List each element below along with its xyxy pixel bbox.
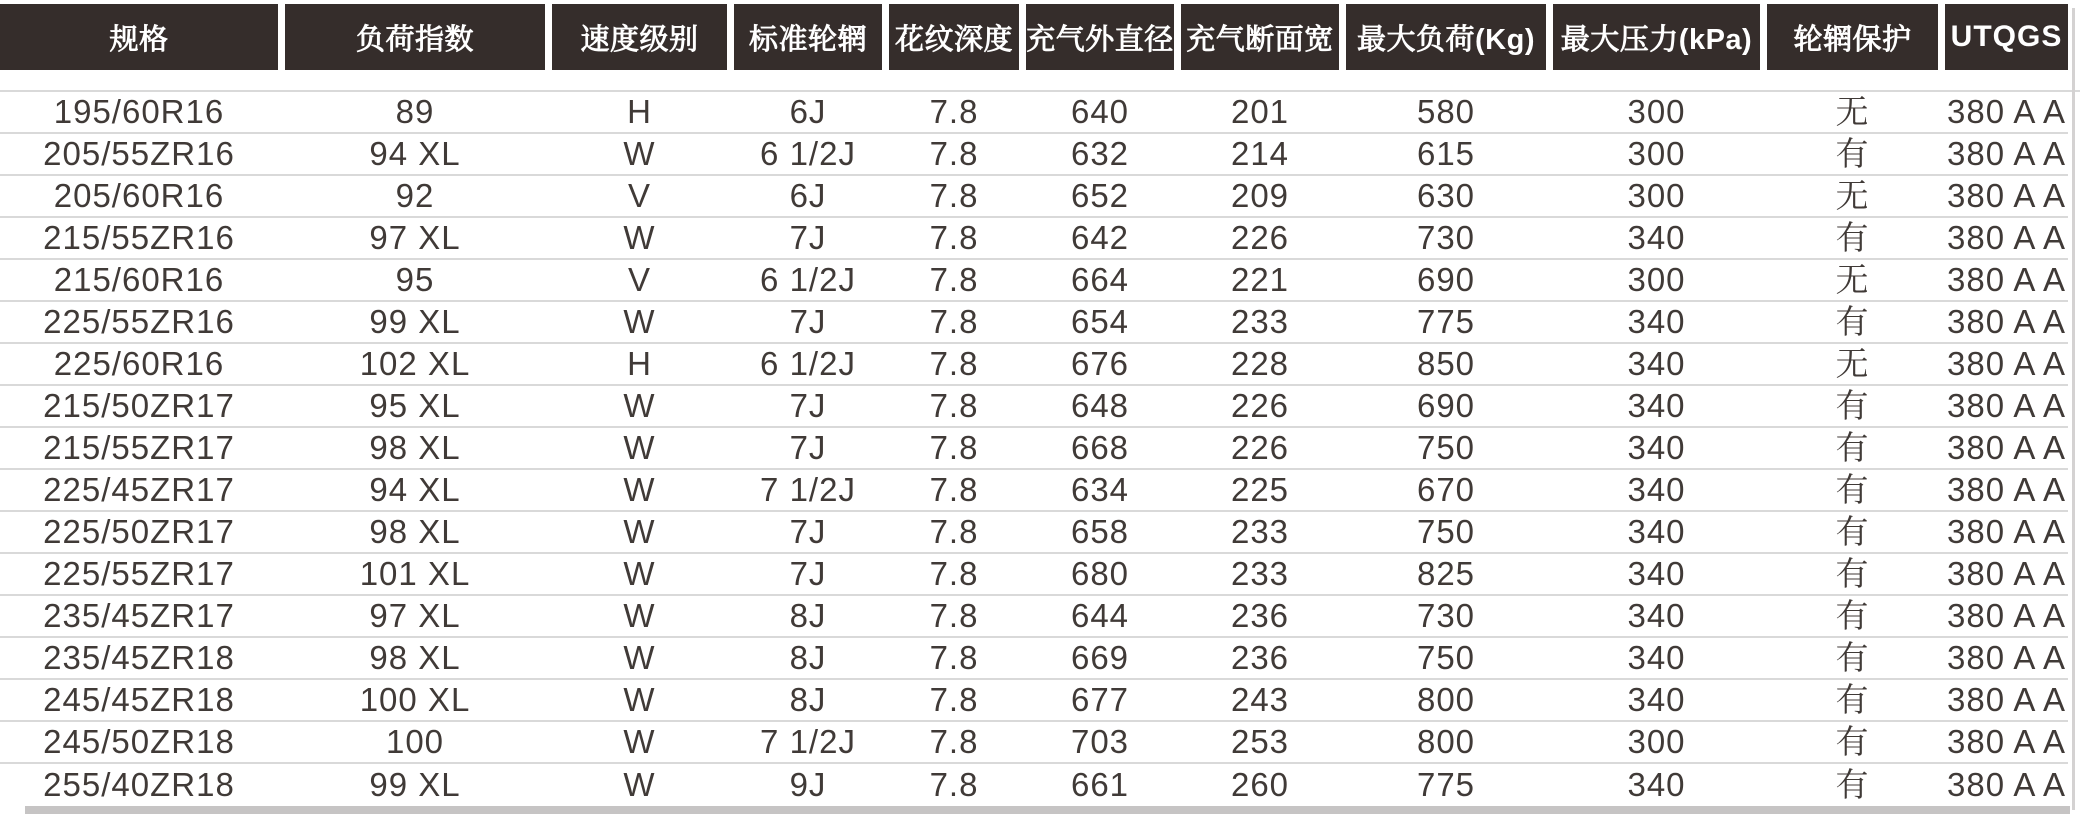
table-row xyxy=(0,680,2068,722)
table-cell-max-pressure: 340 xyxy=(1627,766,1686,803)
table-cell-standard-rim: 7J xyxy=(789,303,827,340)
table-cell-inflated-outer-diameter: 669 xyxy=(1070,639,1130,676)
table-cell-standard-rim: 7J xyxy=(789,219,827,256)
table-cell-utqgs: 380 A A xyxy=(1947,135,2066,172)
table-cell-inflated-section-width: 226 xyxy=(1230,429,1290,466)
table-cell-standard-rim: 7 1/2J xyxy=(760,723,856,760)
table-cell-max-load: 800 xyxy=(1416,723,1476,760)
table-cell-max-load: 800 xyxy=(1416,681,1476,718)
table-cell-inflated-outer-diameter: 677 xyxy=(1070,681,1130,718)
table-cell-load-index: 99 XL xyxy=(369,766,461,803)
table-cell-inflated-section-width: 260 xyxy=(1230,766,1290,803)
table-cell-utqgs: 380 A A xyxy=(1947,723,2066,760)
table-cell-rim-protection: 有 xyxy=(1835,135,1870,172)
table-cell-utqgs: 380 A A xyxy=(1947,429,2066,466)
table-cell-max-load: 630 xyxy=(1416,177,1476,214)
table-cell-load-index: 92 xyxy=(395,177,435,214)
table-cell-tread-depth: 7.8 xyxy=(929,639,979,676)
table-cell-spec: 255/40ZR18 xyxy=(43,766,235,803)
table-cell-speed-rating: W xyxy=(623,303,656,340)
table-row xyxy=(0,470,2068,512)
table-row xyxy=(0,554,2068,596)
table-cell-load-index: 89 xyxy=(395,93,435,130)
header-cell-spec: 规格 xyxy=(0,4,278,70)
table-cell-max-load: 825 xyxy=(1416,555,1476,592)
table-cell-speed-rating: V xyxy=(627,261,651,298)
table-bottom-border xyxy=(25,806,2070,814)
table-cell-load-index: 95 XL xyxy=(369,387,461,424)
table-cell-speed-rating: W xyxy=(623,555,656,592)
table-cell-spec: 235/45ZR18 xyxy=(43,639,235,676)
table-cell-spec: 205/60R16 xyxy=(53,177,225,214)
table-cell-standard-rim: 8J xyxy=(789,681,827,718)
table-cell-utqgs: 380 A A xyxy=(1947,471,2066,508)
table-cell-spec: 225/55ZR17 xyxy=(43,555,235,592)
table-cell-max-pressure: 340 xyxy=(1627,681,1686,718)
table-cell-spec: 225/60R16 xyxy=(53,345,225,382)
table-cell-load-index: 100 XL xyxy=(359,681,471,718)
table-cell-standard-rim: 6 1/2J xyxy=(760,345,856,382)
table-row xyxy=(0,302,2068,344)
table-cell-speed-rating: V xyxy=(627,177,651,214)
table-cell-rim-protection: 有 xyxy=(1835,219,1870,256)
table-cell-inflated-section-width: 226 xyxy=(1230,387,1290,424)
table-cell-tread-depth: 7.8 xyxy=(929,303,979,340)
table-cell-max-load: 580 xyxy=(1416,93,1476,130)
table-cell-rim-protection: 无 xyxy=(1835,93,1870,130)
table-cell-speed-rating: W xyxy=(623,219,656,256)
table-cell-inflated-outer-diameter: 652 xyxy=(1070,177,1130,214)
table-cell-tread-depth: 7.8 xyxy=(929,93,979,130)
table-cell-utqgs: 380 A A xyxy=(1947,177,2066,214)
table-cell-max-pressure: 300 xyxy=(1627,723,1686,760)
table-cell-inflated-section-width: 243 xyxy=(1230,681,1290,718)
table-cell-inflated-section-width: 221 xyxy=(1230,261,1290,298)
table-cell-utqgs: 380 A A xyxy=(1947,387,2066,424)
header-cell-inflated-outer-diameter: 充气外直径 xyxy=(1026,4,1174,70)
table-cell-spec: 215/55ZR17 xyxy=(43,429,235,466)
table-cell-max-load: 750 xyxy=(1416,639,1476,676)
table-cell-speed-rating: W xyxy=(623,429,656,466)
table-cell-max-load: 775 xyxy=(1416,766,1476,803)
table-right-border xyxy=(2072,8,2075,810)
table-row xyxy=(0,386,2068,428)
table-cell-rim-protection: 有 xyxy=(1835,513,1870,550)
table-cell-load-index: 94 XL xyxy=(369,135,461,172)
table-cell-inflated-outer-diameter: 644 xyxy=(1070,597,1130,634)
table-cell-max-pressure: 340 xyxy=(1627,303,1686,340)
table-cell-standard-rim: 8J xyxy=(789,597,827,634)
table-cell-max-load: 690 xyxy=(1416,387,1476,424)
table-cell-inflated-outer-diameter: 664 xyxy=(1070,261,1130,298)
table-cell-inflated-section-width: 225 xyxy=(1230,471,1290,508)
table-cell-rim-protection: 无 xyxy=(1835,345,1870,382)
table-cell-max-pressure: 340 xyxy=(1627,513,1686,550)
table-cell-max-pressure: 340 xyxy=(1627,555,1686,592)
table-cell-rim-protection: 有 xyxy=(1835,639,1870,676)
header-cell-max-load: 最大负荷(Kg) xyxy=(1346,4,1546,70)
table-cell-load-index: 98 XL xyxy=(369,513,461,550)
table-cell-tread-depth: 7.8 xyxy=(929,429,979,466)
table-cell-speed-rating: W xyxy=(623,766,656,803)
table-cell-utqgs: 380 A A xyxy=(1947,766,2066,803)
table-cell-speed-rating: W xyxy=(623,387,656,424)
table-cell-max-load: 670 xyxy=(1416,471,1476,508)
table-cell-inflated-section-width: 233 xyxy=(1230,303,1290,340)
table-cell-max-load: 750 xyxy=(1416,513,1476,550)
table-cell-speed-rating: W xyxy=(623,135,656,172)
header-cell-standard-rim: 标准轮辋 xyxy=(734,4,882,70)
tire-spec-page xyxy=(0,4,2080,820)
table-cell-max-pressure: 300 xyxy=(1627,93,1686,130)
table-cell-standard-rim: 6J xyxy=(789,177,827,214)
table-cell-tread-depth: 7.8 xyxy=(929,555,979,592)
table-cell-rim-protection: 有 xyxy=(1835,303,1870,340)
table-cell-tread-depth: 7.8 xyxy=(929,723,979,760)
table-cell-spec: 235/45ZR17 xyxy=(43,597,235,634)
table-row xyxy=(0,722,2068,764)
table-cell-inflated-section-width: 228 xyxy=(1230,345,1290,382)
table-cell-max-load: 750 xyxy=(1416,429,1476,466)
table-cell-max-pressure: 340 xyxy=(1627,429,1686,466)
table-cell-utqgs: 380 A A xyxy=(1947,261,2066,298)
table-cell-tread-depth: 7.8 xyxy=(929,261,979,298)
table-cell-max-load: 775 xyxy=(1416,303,1476,340)
table-cell-spec: 205/55ZR16 xyxy=(43,135,235,172)
table-cell-max-pressure: 340 xyxy=(1627,597,1686,634)
table-cell-tread-depth: 7.8 xyxy=(929,177,979,214)
table-cell-tread-depth: 7.8 xyxy=(929,345,979,382)
table-cell-speed-rating: W xyxy=(623,471,656,508)
table-cell-spec: 245/45ZR18 xyxy=(43,681,235,718)
table-cell-standard-rim: 7J xyxy=(789,429,827,466)
table-cell-standard-rim: 7J xyxy=(789,387,827,424)
table-row xyxy=(0,638,2068,680)
table-cell-rim-protection: 有 xyxy=(1835,681,1870,718)
header-cell-tread-depth: 花纹深度 xyxy=(889,4,1019,70)
table-row xyxy=(0,596,2068,638)
table-cell-inflated-section-width: 253 xyxy=(1230,723,1290,760)
table-cell-tread-depth: 7.8 xyxy=(929,219,979,256)
table-cell-spec: 225/45ZR17 xyxy=(43,471,235,508)
table-cell-rim-protection: 有 xyxy=(1835,766,1870,803)
table-cell-speed-rating: W xyxy=(623,639,656,676)
table-cell-rim-protection: 有 xyxy=(1835,555,1870,592)
table-cell-inflated-outer-diameter: 648 xyxy=(1070,387,1130,424)
table-cell-speed-rating: W xyxy=(623,681,656,718)
table-cell-load-index: 95 xyxy=(395,261,435,298)
table-cell-spec: 195/60R16 xyxy=(53,93,225,130)
table-cell-load-index: 97 XL xyxy=(369,219,461,256)
table-cell-inflated-outer-diameter: 640 xyxy=(1070,93,1130,130)
table-cell-standard-rim: 7J xyxy=(789,555,827,592)
table-cell-max-pressure: 300 xyxy=(1627,135,1686,172)
table-cell-tread-depth: 7.8 xyxy=(929,135,979,172)
table-cell-speed-rating: W xyxy=(623,597,656,634)
table-cell-inflated-section-width: 226 xyxy=(1230,219,1290,256)
table-body xyxy=(0,90,2080,806)
table-cell-max-load: 850 xyxy=(1416,345,1476,382)
header-cell-speed-rating: 速度级别 xyxy=(552,4,727,70)
table-cell-standard-rim: 7 1/2J xyxy=(760,471,856,508)
table-row xyxy=(0,764,2068,806)
table-cell-inflated-section-width: 236 xyxy=(1230,597,1290,634)
table-cell-inflated-outer-diameter: 668 xyxy=(1070,429,1130,466)
table-cell-load-index: 97 XL xyxy=(369,597,461,634)
table-cell-max-pressure: 340 xyxy=(1627,219,1686,256)
table-cell-max-pressure: 340 xyxy=(1627,345,1686,382)
table-cell-max-load: 730 xyxy=(1416,597,1476,634)
table-cell-inflated-section-width: 201 xyxy=(1230,93,1290,130)
table-cell-inflated-outer-diameter: 632 xyxy=(1070,135,1130,172)
table-cell-tread-depth: 7.8 xyxy=(929,471,979,508)
table-row xyxy=(0,512,2068,554)
table-cell-max-pressure: 340 xyxy=(1627,387,1686,424)
header-cell-rim-protection: 轮辋保护 xyxy=(1767,4,1938,70)
table-cell-speed-rating: W xyxy=(623,513,656,550)
table-cell-inflated-outer-diameter: 676 xyxy=(1070,345,1130,382)
table-cell-inflated-section-width: 214 xyxy=(1230,135,1290,172)
table-cell-max-load: 730 xyxy=(1416,219,1476,256)
table-row xyxy=(0,344,2068,386)
table-cell-utqgs: 380 A A xyxy=(1947,303,2066,340)
table-row xyxy=(0,428,2068,470)
table-cell-tread-depth: 7.8 xyxy=(929,766,979,803)
table-cell-standard-rim: 6J xyxy=(789,93,827,130)
table-cell-spec: 215/55ZR16 xyxy=(43,219,235,256)
table-cell-max-load: 690 xyxy=(1416,261,1476,298)
table-cell-tread-depth: 7.8 xyxy=(929,513,979,550)
table-cell-rim-protection: 有 xyxy=(1835,387,1870,424)
table-row xyxy=(0,218,2068,260)
table-cell-load-index: 98 XL xyxy=(369,429,461,466)
table-cell-rim-protection: 有 xyxy=(1835,471,1870,508)
table-cell-inflated-outer-diameter: 703 xyxy=(1070,723,1130,760)
table-cell-spec: 215/60R16 xyxy=(53,261,225,298)
table-cell-tread-depth: 7.8 xyxy=(929,681,979,718)
table-cell-speed-rating: H xyxy=(627,93,652,130)
table-cell-standard-rim: 9J xyxy=(789,766,827,803)
table-cell-rim-protection: 无 xyxy=(1835,177,1870,214)
table-cell-load-index: 94 XL xyxy=(369,471,461,508)
table-cell-rim-protection: 有 xyxy=(1835,429,1870,466)
table-cell-load-index: 101 XL xyxy=(359,555,471,592)
table-cell-utqgs: 380 A A xyxy=(1947,597,2066,634)
header-cell-utqgs: UTQGS xyxy=(1945,4,2068,70)
table-cell-rim-protection: 无 xyxy=(1835,261,1870,298)
table-cell-inflated-outer-diameter: 634 xyxy=(1070,471,1130,508)
table-cell-load-index: 98 XL xyxy=(369,639,461,676)
table-cell-inflated-section-width: 236 xyxy=(1230,639,1290,676)
table-cell-utqgs: 380 A A xyxy=(1947,345,2066,382)
table-cell-speed-rating: H xyxy=(627,345,652,382)
table-cell-utqgs: 380 A A xyxy=(1947,219,2066,256)
table-header-row xyxy=(0,4,2068,70)
table-cell-inflated-section-width: 233 xyxy=(1230,513,1290,550)
table-row xyxy=(0,176,2068,218)
table-row xyxy=(0,260,2068,302)
table-cell-tread-depth: 7.8 xyxy=(929,597,979,634)
table-cell-load-index: 99 XL xyxy=(369,303,461,340)
table-cell-inflated-outer-diameter: 661 xyxy=(1070,766,1130,803)
table-cell-inflated-outer-diameter: 654 xyxy=(1070,303,1130,340)
table-cell-inflated-outer-diameter: 680 xyxy=(1070,555,1130,592)
header-cell-load-index: 负荷指数 xyxy=(285,4,545,70)
table-cell-inflated-section-width: 209 xyxy=(1230,177,1290,214)
table-cell-max-load: 615 xyxy=(1416,135,1476,172)
table-cell-tread-depth: 7.8 xyxy=(929,387,979,424)
table-cell-speed-rating: W xyxy=(623,723,656,760)
table-cell-max-pressure: 300 xyxy=(1627,261,1686,298)
table-row xyxy=(0,92,2068,134)
table-cell-standard-rim: 6 1/2J xyxy=(760,135,856,172)
table-row xyxy=(0,134,2068,176)
table-cell-utqgs: 380 A A xyxy=(1947,93,2066,130)
table-cell-utqgs: 380 A A xyxy=(1947,555,2066,592)
table-cell-inflated-outer-diameter: 642 xyxy=(1070,219,1130,256)
header-cell-inflated-section-width: 充气断面宽 xyxy=(1181,4,1339,70)
table-cell-utqgs: 380 A A xyxy=(1947,513,2066,550)
table-cell-standard-rim: 8J xyxy=(789,639,827,676)
table-cell-spec: 215/50ZR17 xyxy=(43,387,235,424)
header-cell-max-pressure: 最大压力(kPa) xyxy=(1553,4,1760,70)
table-cell-inflated-section-width: 233 xyxy=(1230,555,1290,592)
table-cell-load-index: 102 XL xyxy=(359,345,471,382)
table-cell-rim-protection: 有 xyxy=(1835,597,1870,634)
table-cell-load-index: 100 xyxy=(385,723,445,760)
table-cell-standard-rim: 7J xyxy=(789,513,827,550)
table-cell-spec: 225/55ZR16 xyxy=(43,303,235,340)
table-cell-utqgs: 380 A A xyxy=(1947,639,2066,676)
table-cell-spec: 225/50ZR17 xyxy=(43,513,235,550)
table-cell-max-pressure: 340 xyxy=(1627,471,1686,508)
table-cell-rim-protection: 有 xyxy=(1835,723,1870,760)
table-cell-max-pressure: 300 xyxy=(1627,177,1686,214)
table-cell-spec: 245/50ZR18 xyxy=(43,723,235,760)
table-cell-standard-rim: 6 1/2J xyxy=(760,261,856,298)
table-cell-max-pressure: 340 xyxy=(1627,639,1686,676)
table-cell-inflated-outer-diameter: 658 xyxy=(1070,513,1130,550)
table-cell-utqgs: 380 A A xyxy=(1947,681,2066,718)
